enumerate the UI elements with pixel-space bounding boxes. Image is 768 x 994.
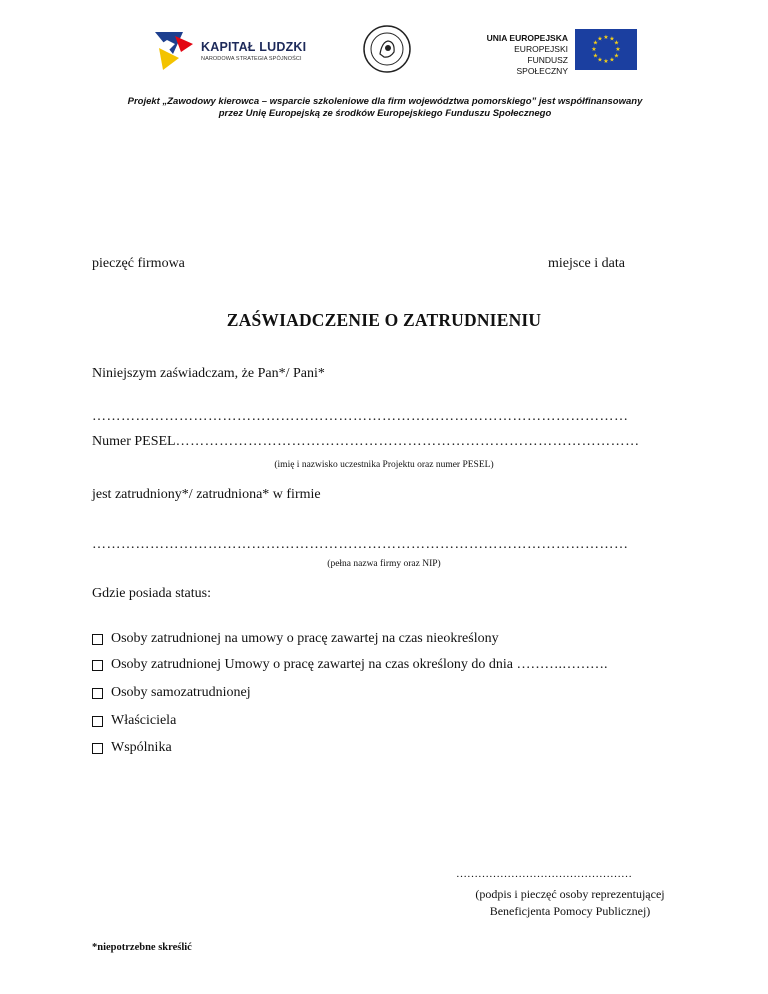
name-field[interactable]: ………………………………………………………………………………………………… bbox=[92, 409, 629, 424]
checkbox[interactable] bbox=[92, 743, 103, 754]
company-field[interactable]: ………………………………………………………………………………………………… bbox=[92, 537, 629, 552]
checkbox[interactable] bbox=[92, 634, 103, 645]
svg-text:★: ★ bbox=[609, 35, 615, 43]
svg-text:★: ★ bbox=[592, 39, 599, 47]
eu-flag-icon bbox=[575, 29, 637, 70]
eu-line-3: FUNDUSZ SPOŁECZNY bbox=[516, 55, 568, 76]
svg-text:★: ★ bbox=[603, 34, 609, 41]
seal-icon bbox=[362, 24, 412, 74]
option-label: Osoby zatrudnionej na umowy o pracę zawartej na czas nieokreślony bbox=[111, 631, 499, 646]
option-row[interactable] bbox=[92, 713, 176, 729]
option-label: Osoby zatrudnionej Umowy o pracę zawartej na czas określony do dnia ……….………. bbox=[111, 657, 608, 672]
pesel-row bbox=[92, 434, 666, 450]
place-date-label: miejsce i data bbox=[548, 256, 625, 271]
pesel-label: Numer PESEL bbox=[92, 434, 176, 449]
option-row[interactable] bbox=[92, 631, 499, 647]
option-row[interactable] bbox=[92, 657, 607, 673]
option-label: Wspólnika bbox=[111, 740, 172, 755]
svg-text:★: ★ bbox=[597, 56, 603, 64]
status-label: Gdzie posiada status: bbox=[92, 586, 211, 601]
eu-text-block bbox=[480, 33, 568, 77]
eu-line-1: UNIA EUROPEJSKA bbox=[486, 33, 568, 43]
document-title: ZAŚWIADCZENIE O ZATRUDNIENIU bbox=[226, 310, 542, 330]
checkbox[interactable] bbox=[92, 688, 103, 699]
seal-logo bbox=[362, 24, 412, 74]
option-row[interactable] bbox=[92, 685, 251, 701]
option-row[interactable] bbox=[92, 740, 172, 756]
svg-text:★: ★ bbox=[597, 35, 603, 43]
checkbox[interactable] bbox=[92, 660, 103, 671]
svg-text:★: ★ bbox=[613, 52, 620, 60]
signature-caption bbox=[436, 886, 704, 920]
kapital-ludzki-logo bbox=[153, 30, 307, 70]
footnote: *niepotrzebne skreślić bbox=[92, 942, 192, 953]
option-label: Osoby samozatrudnionej bbox=[111, 685, 251, 700]
name-hint: (imię i nazwisko uczestnika Projektu oraz numer PESEL) bbox=[274, 460, 494, 470]
svg-text:★: ★ bbox=[615, 46, 621, 53]
checkbox[interactable] bbox=[92, 716, 103, 727]
signature-field[interactable]: ………………………………………… bbox=[456, 868, 632, 880]
stamp-label: pieczęć firmowa bbox=[92, 256, 185, 271]
company-hint: (pełna nazwa firmy oraz NIP) bbox=[327, 559, 441, 569]
eu-line-2: EUROPEJSKI bbox=[514, 44, 568, 54]
signature-caption-line-2: Beneficjenta Pomocy Publicznej) bbox=[489, 904, 651, 918]
svg-text:★: ★ bbox=[592, 52, 599, 60]
project-note bbox=[60, 96, 710, 120]
project-note-line-2: przez Unię Europejską ze środków Europejskiego Funduszu Społecznego bbox=[218, 108, 552, 119]
pesel-field[interactable]: …………………………………………………………………………………… bbox=[175, 434, 640, 449]
option-label: Właściciela bbox=[111, 713, 177, 728]
intro-text: Niniejszym zaświadczam, że Pan*/ Pani* bbox=[92, 366, 325, 381]
svg-text:★: ★ bbox=[613, 39, 620, 47]
svg-text:★: ★ bbox=[603, 58, 609, 65]
eu-flag bbox=[575, 29, 637, 70]
project-note-line-1: Projekt „Zawodowy kierowca – wsparcie szkoleniowe dla firm województwa pomorskiego” jest współfinansowany bbox=[127, 96, 643, 107]
svg-text:★: ★ bbox=[591, 46, 597, 53]
kapital-ludzki-subtitle: NARODOWA STRATEGIA SPÓJNOŚCI bbox=[201, 56, 302, 62]
signature-caption-line-1: (podpis i pieczęć osoby reprezentującej bbox=[475, 887, 665, 901]
kapital-ludzki-title: KAPITAŁ LUDZKI bbox=[201, 40, 307, 54]
employed-text: jest zatrudniony*/ zatrudniona* w firmie bbox=[92, 487, 321, 502]
kapital-ludzki-emblem-icon bbox=[153, 30, 199, 72]
svg-text:★: ★ bbox=[609, 56, 615, 64]
